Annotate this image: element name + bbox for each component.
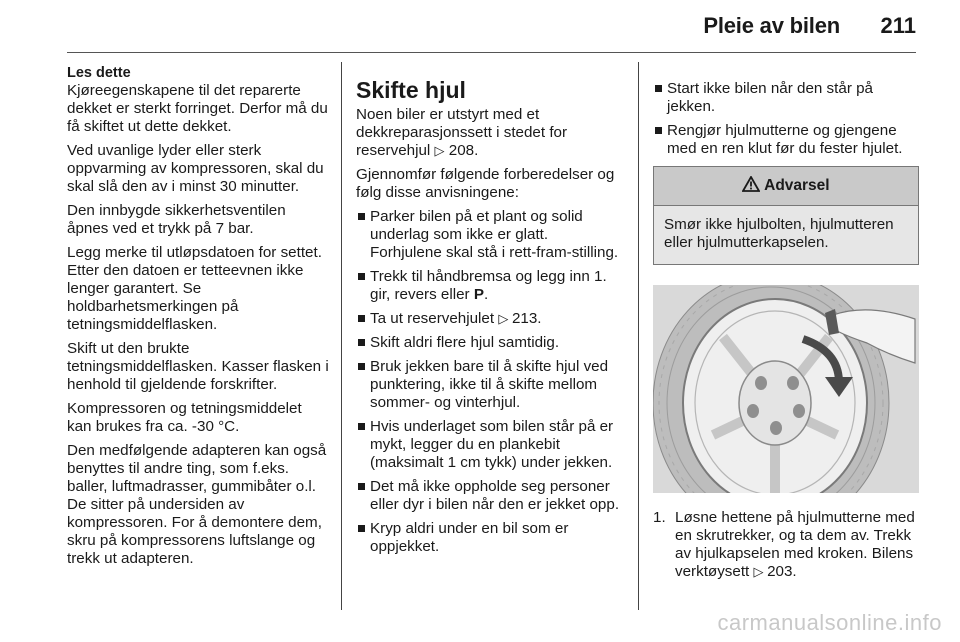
bullet-icon (655, 85, 662, 92)
page-reference-icon: ▷ (753, 564, 768, 579)
warning-triangle-icon (742, 176, 760, 192)
list-item (356, 310, 624, 328)
warning-box (653, 166, 919, 265)
column-left (67, 64, 329, 574)
list-item-text: Bruk jekken bare til å skifte hjul ved punktering, ikke til å skifte mellom sommer- og vinterhjul. (370, 358, 609, 411)
column-divider (638, 62, 639, 610)
paragraph: Ved uvanlige lyder eller sterk oppvarming av kompressoren, skal du skal slå den av i minst 30 minutter. (67, 142, 324, 195)
step-item (653, 509, 919, 581)
column-divider (341, 62, 342, 610)
bullet-icon (358, 483, 365, 490)
paragraph: Legg merke til utløpsdatoen for settet. Etter den datoen er tetteevnen ikke lenger garantert. Se holdbarhetsmerkingen på tetningsmiddelflasken. (67, 244, 322, 333)
list-item (356, 334, 624, 352)
header-divider (67, 52, 916, 53)
list-item-text: Kryp aldri under en bil som er oppjekket. (370, 520, 569, 555)
list-item (356, 418, 624, 472)
page-title: Pleie av bilen (703, 13, 840, 38)
paragraph: Kompressoren og tetningsmiddelet kan brukes fra ca. -30 °C. (67, 400, 302, 435)
list-item (356, 520, 624, 556)
paragraph: Skift ut den brukte tetningsmiddelflasken. Kasser flasken i henhold til gjeldende forskrifter. (67, 340, 329, 393)
list-item-text: Rengjør hjulmutterne og gjengene med en ren klut før du fester hjulet. (667, 122, 903, 157)
warning-text: Smør ikke hjulbolten, hjulmutteren eller hjulmutterkapselen. (654, 206, 918, 264)
bullet-icon (358, 423, 365, 430)
list-item-text: Ta ut reservehjulet (370, 310, 499, 327)
wheel-illustration (653, 285, 919, 493)
bullet-icon (358, 525, 365, 532)
step-text: Løsne hettene på hjulmutterne med en skrutrekker, og ta dem av. Trekk av hjulkapselen med kroken. Bilens verktøysett (675, 509, 915, 580)
page-ref: 203. (767, 563, 797, 580)
bullet-icon (655, 127, 662, 134)
intro-page-ref: 208. (448, 142, 479, 159)
list-item-text: Start ikke bilen når den står på jekken. (667, 80, 873, 115)
warning-header (654, 167, 918, 206)
step-number: 1. (653, 509, 666, 526)
note-heading: Les dette (67, 65, 131, 81)
bullet-icon (358, 273, 365, 280)
list-item-text: Parker bilen på et plant og solid underlag som ikke er glatt. Forhjulene skal stå i rett-fram-stilling. (370, 208, 619, 261)
paragraph: Den innbygde sikkerhetsventilen åpnes ved et trykk på 7 bar. (67, 202, 286, 237)
instructions-list (356, 208, 624, 556)
list-item (653, 80, 919, 116)
list-item-text: Skift aldri flere hjul samtidig. (370, 334, 560, 351)
bullet-icon (358, 339, 365, 346)
warning-title: Advarsel (764, 177, 830, 194)
intro-paragraph (356, 106, 624, 160)
list-item-text: Trekk til håndbremsa og legg inn 1. gir, revers eller (370, 268, 607, 303)
column-middle (356, 76, 624, 562)
instructions-list-continued (653, 80, 919, 158)
list-item (356, 358, 624, 412)
paragraph: Kjøreegenskapene til det reparerte dekket er sterkt forringet. Derfor må du få skiftet ut dette dekket. (67, 82, 328, 135)
intro-text: Noen biler er utstyrt med et dekkreparasjonssett i stedet for reservehjul (356, 106, 568, 159)
bullet-icon (358, 315, 365, 322)
column-right (653, 80, 919, 581)
list-item-text-end: . (483, 286, 489, 303)
lead-paragraph: Gjennomfør følgende forberedelser og følg disse anvisningene: (356, 166, 615, 201)
paragraph: Den medfølgende adapteren kan også benyttes til andre ting, som f.eks. baller, luftmadrasser, gummibåter o.l. De sitter på undersiden av kompressoren. For å demontere dem, skru på kompressorens luftslange og trekk ut adapteren. (67, 442, 327, 567)
steps-list (653, 509, 919, 581)
gear-letter: P (473, 286, 484, 303)
list-item (356, 478, 624, 514)
bullet-icon (358, 213, 365, 220)
watermark: carmanualsonline.info (717, 610, 942, 635)
page-reference-icon: ▷ (434, 143, 445, 158)
list-item-text: Det må ikke oppholde seg personer eller dyr i bilen når den er jekket opp. (370, 478, 620, 513)
list-item (356, 268, 624, 304)
bullet-icon (358, 363, 365, 370)
hubcap-removal-illustration (653, 285, 919, 493)
list-item (356, 208, 624, 262)
page-ref: 213. (511, 310, 542, 327)
section-title: Skifte hjul (356, 77, 466, 103)
page-reference-icon: ▷ (498, 311, 512, 326)
page-header (0, 0, 960, 50)
list-item-text: Hvis underlaget som bilen står på er mykt, legger du en plankebit (maksimalt 1 cm tykk) under jekken. (370, 418, 614, 471)
list-item (653, 122, 919, 158)
page-number: 211 (880, 13, 916, 38)
